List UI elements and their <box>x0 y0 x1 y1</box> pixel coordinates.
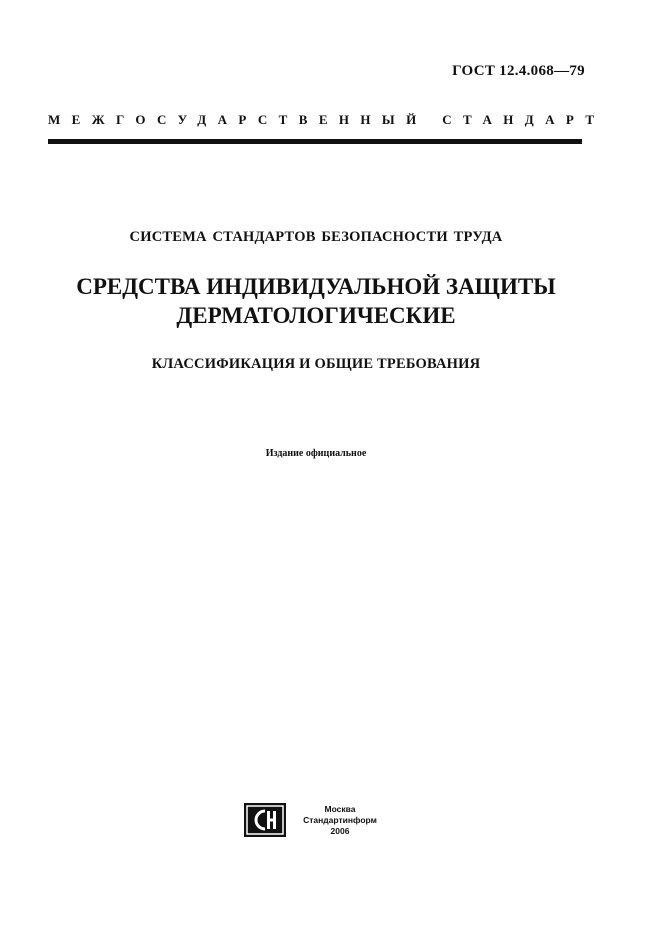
publisher-text <box>294 804 386 837</box>
publisher-name: Стандартинформ <box>303 815 377 825</box>
main-title <box>0 272 632 330</box>
publisher-logo-icon <box>244 803 286 837</box>
gost-number: ГОСТ 12.4.068—79 <box>452 63 585 79</box>
main-title-line-1: СРЕДСТВА ИНДИВИДУАЛЬНОЙ ЗАЩИТЫ <box>76 274 556 299</box>
publisher-city: Москва <box>324 804 356 814</box>
main-title-line-2: ДЕРМАТОЛОГИЧЕСКИЕ <box>176 303 456 328</box>
interstate-standard-label: МЕЖГОСУДАРСТВЕННЫЙ СТАНДАРТ <box>48 112 606 127</box>
publisher-year: 2006 <box>330 826 350 836</box>
edition-label: Издание официальное <box>265 448 367 459</box>
subtitle: КЛАССИФИКАЦИЯ И ОБЩИЕ ТРЕБОВАНИЯ <box>151 356 481 372</box>
header-rule <box>48 139 582 144</box>
system-title: СИСТЕМА СТАНДАРТОВ БЕЗОПАСНОСТИ ТРУДА <box>129 229 503 245</box>
publisher-block <box>244 803 404 837</box>
